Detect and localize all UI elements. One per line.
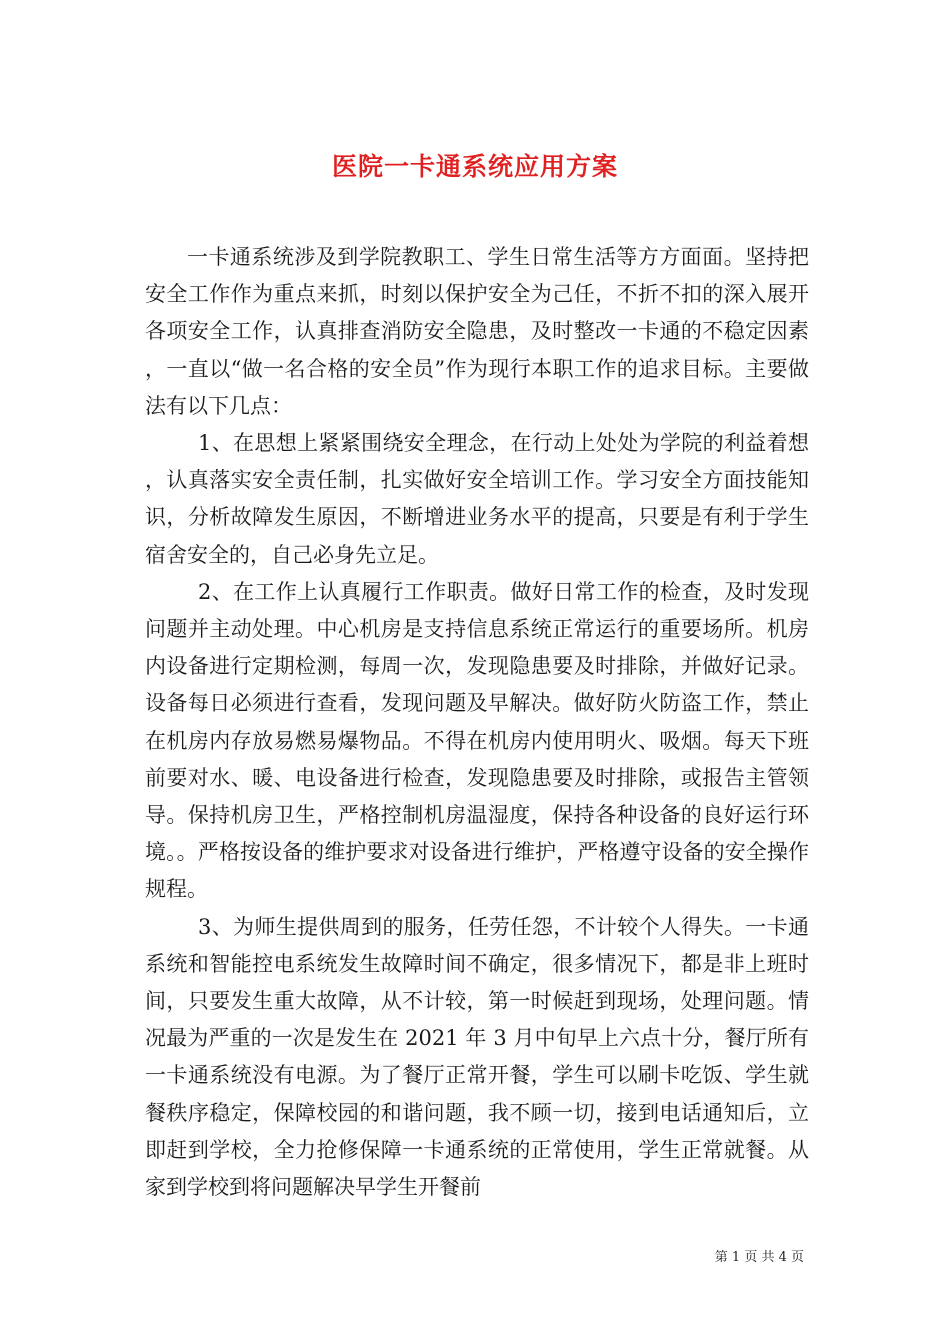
- point-3-paragraph: 3、为师生提供周到的服务，任劳任怨，不计较个人得失。一卡通系统和智能控电系统发生故障时间不确定，很多情况下，都是非上班时间，只要发生重大故障，从不计较，第一时候赶到现场，处理问题。情况最为严重的一次是发生在 2021 年 3 月中旬早上六点十分，餐厅所有一卡通系统没有电源。为了餐厅正常开餐，学生可以刷卡吃饭、学生就餐秩序稳定，保障校园的和谐问题，我不顾一切，接到电话通知后，立即赶到学校，全力抢修保障一卡通系统的正常使用，学生正常就餐。从家到学校到将问题解决早学生开餐前: [145, 914, 809, 1200]
- intro-paragraph: 一卡通系统涉及到学院教职工、学生日常生活等方方面面。坚持把安全工作作为重点来抓，时刻以保护安全为己任，不折不扣的深入展开各项安全工作，认真排查消防安全隐患，及时整改一卡通的不稳定因素，一直以“做一名合格的安全员”作为现行本职工作的追求目标。主要做法有以下几点：: [145, 245, 809, 418]
- page-number-footer: 第 1 页 共 4 页: [714, 1250, 804, 1265]
- point-2-paragraph: 2、在工作上认真履行工作职责。做好日常工作的检查，及时发现问题并主动处理。中心机房是支持信息系统正常运行的重要场所。机房内设备进行定期检测，每周一次，发现隐患要及时排除，并做好记录。设备每日必须进行查看，发现问题及早解决。做好防火防盗工作，禁止在机房内存放易燃易爆物品。不得在机房内使用明火、吸烟。每天下班前要对水、暖、电设备进行检查，发现隐患要及时排除，或报告主管领导。保持机房卫生，严格控制机房温湿度，保持各种设备的良好运行环境。。严格按设备的维护要求对设备进行维护，严格遵守设备的安全操作规程。: [145, 579, 809, 902]
- document-body: [145, 239, 809, 1206]
- document-title: 医院一卡通系统应用方案: [331, 151, 618, 181]
- point-1-paragraph: 1、在思想上紧紧围绕安全理念，在行动上处处为学院的利益着想，认真落实安全责任制，扎实做好安全培训工作。学习安全方面技能知识，分析故障发生原因，不断增进业务水平的提高，只要是有利于学生宿舍安全的，自己必身先立足。: [145, 431, 809, 567]
